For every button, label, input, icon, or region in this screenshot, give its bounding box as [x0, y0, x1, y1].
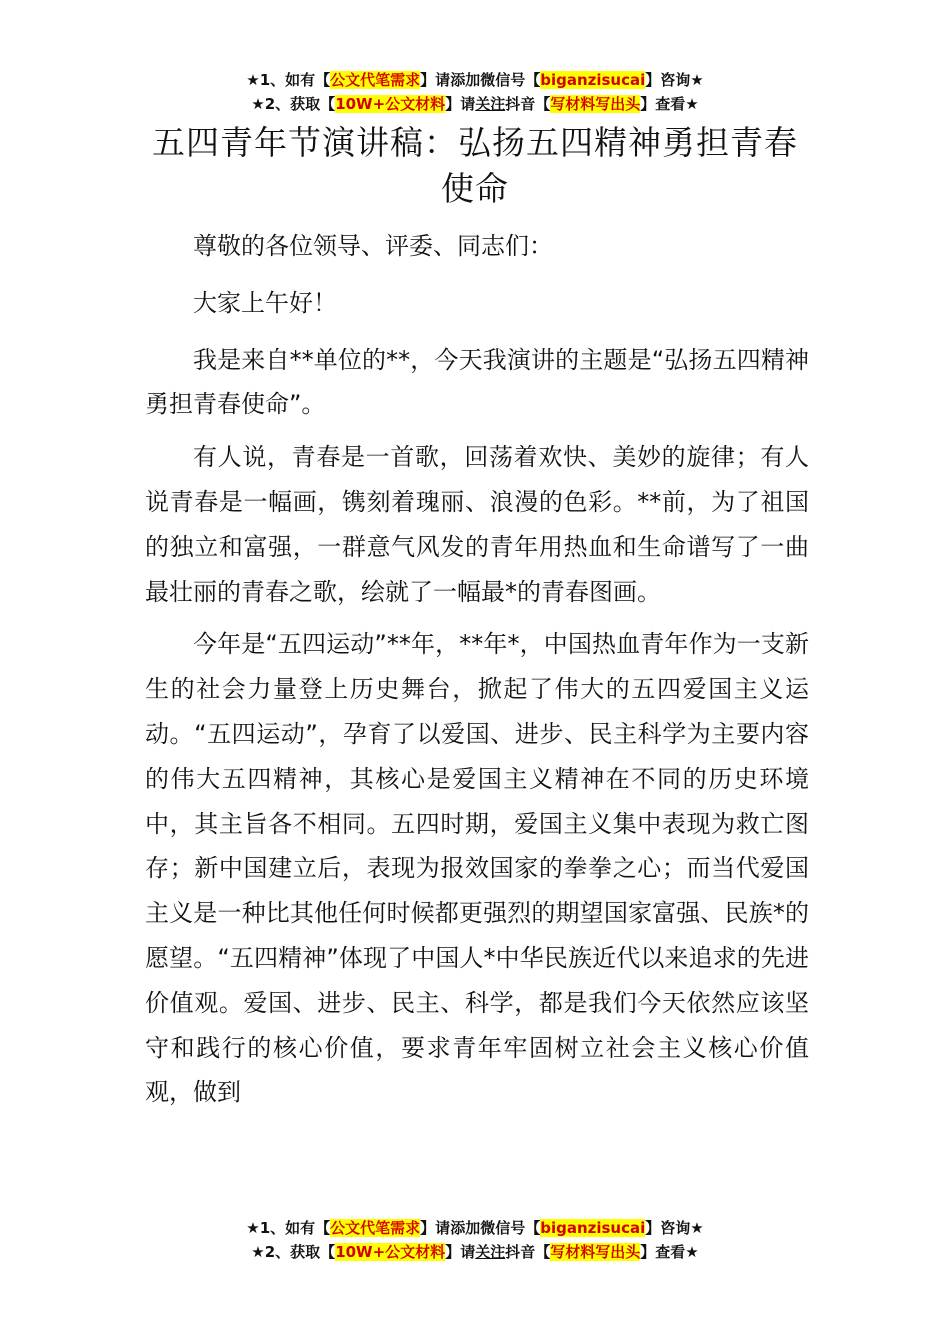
banner-highlight: biganzisucai: [540, 71, 646, 89]
banner-text: 添加: [450, 71, 481, 89]
paragraph: 有人说，青春是一首歌，回荡着欢快、美妙的旋律；有人说青春是一幅画，镌刻着瑰丽、浪漫的色彩。**前，为了祖国的独立和富强，一群意气风发的青年用热血和生命谱写了一曲最壮丽的青春之歌，绘就了一幅最*的青春图画。: [145, 443, 809, 606]
document-body: [145, 224, 809, 1123]
document-title: 五四青年节演讲稿：弘扬五四精神勇担青春使命: [152, 123, 798, 208]
banner-text: 抖音【: [505, 1243, 551, 1261]
banner-text: 微信号【: [480, 71, 541, 89]
header-banner: [0, 68, 950, 116]
paragraph: 今年是“五四运动”**年，**年*，中国热血青年作为一支新生的社会力量登上历史舞台，掀起了伟大的五四爱国主义运动。“五四运动”，孕育了以爱国、进步、民主科学为主要内容的伟大五四精神，其核心是爱国主义精神在不同的历史环境中，其主旨各不相同。五四时期，爱国主义集中表现为救亡图存；新中国建立后，表现为报效国家的拳拳之心；而当代爱国主义是一种比其他任何时候都更强烈的期望国家富强、民族*的愿望。“五四精神”体现了中国人*中华民族近代以来追求的先进价值观。爱国、进步、民主、科学，都是我们今天依然应该坚守和践行的核心价值，要求青年牢固树立社会主义核心价值观，做到: [145, 630, 809, 1107]
banner-text: 】查看★: [640, 95, 699, 113]
banner-text: 】请: [420, 1219, 451, 1237]
banner-highlight: 10W+公文材料: [335, 1243, 446, 1261]
banner-text: 】咨询★: [645, 1219, 704, 1237]
banner-text: 关注: [475, 1243, 506, 1261]
paragraph-salutation: 尊敬的各位领导、评委、同志们：: [193, 232, 553, 260]
banner-text: 抖音【: [505, 95, 551, 113]
banner-text: ★1、如有【: [246, 71, 331, 89]
banner-highlight: 公文代笔需求: [330, 1219, 421, 1237]
banner-text: ★1、如有【: [246, 1219, 331, 1237]
footer-banner: [0, 1216, 950, 1264]
banner-highlight: biganzisucai: [540, 1219, 646, 1237]
banner-highlight: 10W+公文材料: [335, 95, 446, 113]
banner-text: 】咨询★: [645, 71, 704, 89]
banner-line-1: [0, 68, 950, 92]
banner-text: 关注: [475, 95, 506, 113]
banner-highlight: 写材料写出头: [550, 1243, 641, 1261]
banner-text: 添加: [450, 1219, 481, 1237]
banner-text: 】请: [445, 95, 476, 113]
banner-text: ★2、获取【: [251, 95, 336, 113]
banner-text: 】查看★: [640, 1243, 699, 1261]
paragraph: 我是来自**单位的**，今天我演讲的主题是“弘扬五四精神勇担青春使命”。: [145, 345, 809, 419]
paragraph-greeting: 大家上午好！: [193, 288, 337, 317]
banner-line-2: [0, 1240, 950, 1264]
banner-line-1: [0, 1216, 950, 1240]
banner-text: ★2、获取【: [251, 1243, 336, 1261]
banner-highlight: 公文代笔需求: [330, 71, 421, 89]
banner-text: 】请: [445, 1243, 476, 1261]
banner-text: 】请: [420, 71, 451, 89]
banner-line-2: [0, 92, 950, 116]
banner-text: 微信号【: [480, 1219, 541, 1237]
banner-highlight: 写材料写出头: [550, 95, 641, 113]
